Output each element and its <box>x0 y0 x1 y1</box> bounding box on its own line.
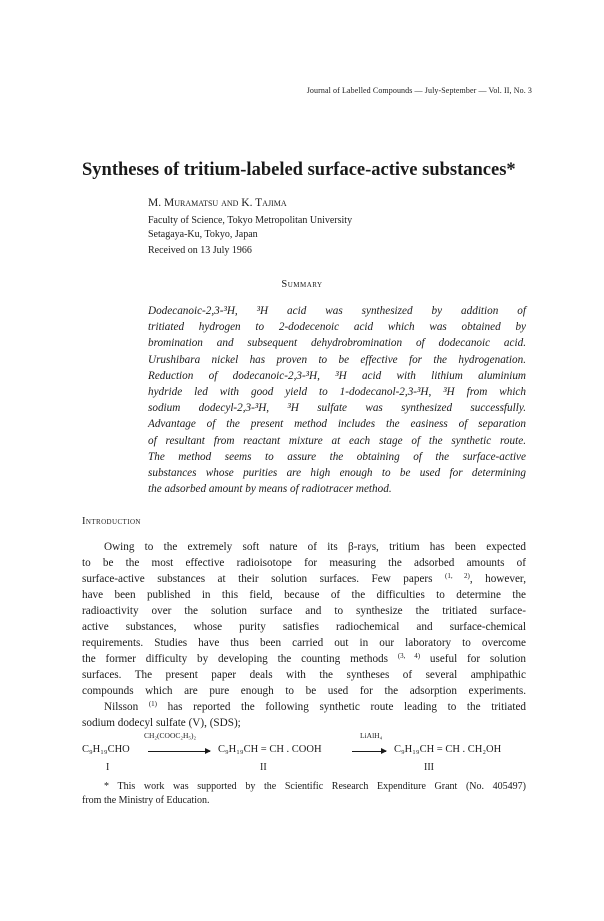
body-text: useful for solution <box>420 653 526 665</box>
body-line: sodium dodecyl sulfate (V), (SDS); <box>82 717 241 729</box>
received-date: Received on 13 July 1966 <box>148 245 252 256</box>
introduction-heading: Introduction <box>82 516 141 527</box>
citation-ref: (1) <box>148 700 157 708</box>
body-text: Nilsson <box>104 701 139 713</box>
summary-line: sodium dodecyl-2,3-³H, ³H sulfate was synthesized successfully. <box>148 402 526 415</box>
body-text: , however, <box>469 573 526 585</box>
affiliation-line: Faculty of Science, Tokyo Metropolitan University <box>148 215 353 226</box>
body-text: has reported the following synthetic route leading to the tritiated <box>157 701 527 713</box>
running-head: Journal of Labelled Compounds — July-September — Vol. II, No. 3 <box>306 86 532 95</box>
summary-line: The method seems to assure the obtaining of the surface-active <box>148 450 526 463</box>
body-line <box>82 653 526 665</box>
summary-line: Reduction of dodecanoic-2,3-³H, ³H acid with lithium aluminium <box>148 369 526 382</box>
reagent-label: CH₂(COOC₂H₅)₂ <box>144 731 197 740</box>
reagent-label: LiAlH₄ <box>360 731 383 740</box>
body-text: the former difficulty by developing the counting methods <box>82 653 388 665</box>
body-text: surface-active substances at their solution surfaces. Few papers <box>82 573 433 585</box>
compound-1: C₉H₁₉CHO <box>82 744 130 755</box>
summary-heading: Summary <box>281 279 323 290</box>
summary-line: Dodecanoic-2,3-³H, ³H acid was synthesized by addition of <box>148 305 526 317</box>
compound-2: C₉H₁₉CH = CH . COOH <box>218 744 322 755</box>
reaction-arrow <box>148 751 210 752</box>
compound-label: II <box>260 762 267 773</box>
footnote <box>82 780 526 808</box>
affiliation-line: Setagaya-Ku, Tokyo, Japan <box>148 229 258 240</box>
summary-line: bromination and subsequent dehydrobromination of dodecanoic acid. <box>148 337 526 350</box>
body-line: have been published in this field, because of the difficulties to determine the <box>82 589 526 601</box>
summary-line: of resultant from reactant mixture at each stage of the synthetic route. <box>148 434 526 447</box>
body-line: compounds which are pure enough to be used for the adsorption experiments. <box>82 685 526 697</box>
summary-line: the adsorbed amount by means of radiotracer method. <box>148 483 392 496</box>
body-line <box>104 701 526 713</box>
summary-line: hydride led with good yield to 1-dodecanol-2,3-³H, ³H from which <box>148 386 526 399</box>
summary-line: tritiated hydrogen to 2-dodecenoic acid which was obtained by <box>148 321 526 334</box>
compound-label: I <box>106 762 110 773</box>
footnote-line: * This work was supported by the Scientific Research Expenditure Grant (No. 405497) <box>104 781 526 792</box>
author-line: M. Muramatsu and K. Tajima <box>148 197 287 209</box>
compound-label: III <box>424 762 434 773</box>
body-line: radioactivity over the solution surface and to synthesize the tritiated surface- <box>82 605 526 617</box>
citation-ref: (3, 4) <box>397 652 421 660</box>
body-line <box>82 573 526 585</box>
summary-line: substances whose purities are high enough to be used for determining <box>148 467 526 480</box>
reaction-scheme <box>82 731 526 778</box>
article-title: Syntheses of tritium-labeled surface-active substances* <box>82 160 516 180</box>
body-line: Owing to the extremely soft nature of its β-rays, tritium has been expected <box>104 541 526 553</box>
body-line: surfaces. The present paper deals with the syntheses of several amphipathic <box>82 669 526 681</box>
compound-3: C₉H₁₉CH = CH . CH₂OH <box>394 744 502 755</box>
body-line: requirements. Studies have thus been carried out in our laboratory to overcome <box>82 637 526 649</box>
summary-line: Advantage of the present method includes the easiness of separation <box>148 418 526 431</box>
citation-ref: (1, 2) <box>444 572 470 580</box>
reaction-arrow <box>352 751 386 752</box>
body-line: to be the most effective radioisotope for measuring the adsorbed amounts of <box>82 557 526 569</box>
summary-abstract <box>148 303 526 497</box>
summary-line: Urushibara nickel has proven to be effective for the hydrogenation. <box>148 353 526 366</box>
footnote-line: from the Ministry of Education. <box>82 795 210 806</box>
body-line: active substances, whose purity satisfies radiochemical and surface-chemical <box>82 621 526 633</box>
